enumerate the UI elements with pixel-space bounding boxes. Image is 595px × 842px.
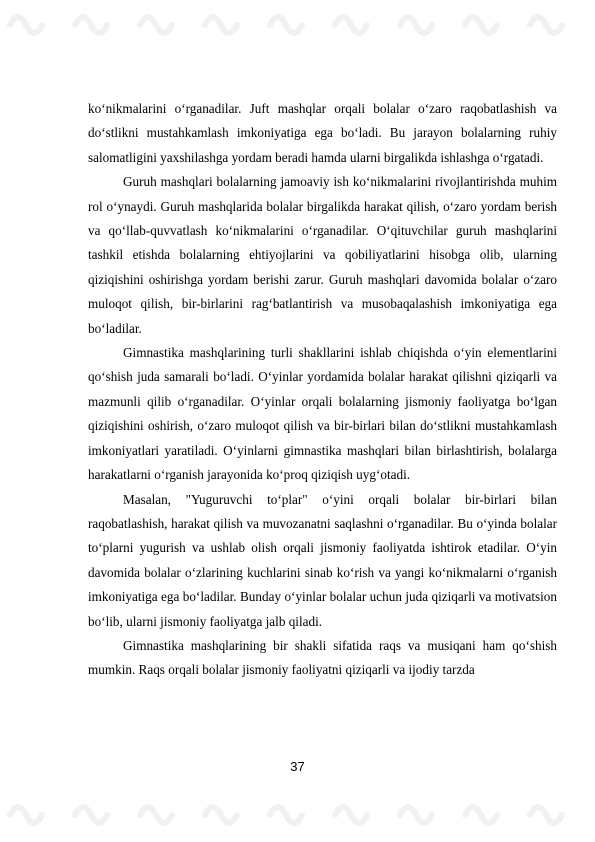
paragraph-4: Masalan, "Yuguruvchi to‘plar" o‘yini orqali bolalar bir-birlari bilan raqobatlashish, harakat qilish va muvozanatni saqlashni o‘rganadilar. Bu o‘yinda bolalar to‘plarni yugurish va ushlab olish orqali jismoniy faoliyatda ishtirok etadilar. O‘yin davomida bolalar o‘zlarining kuchlarini sinab ko‘rish va yangi ko‘nikmalarni o‘rganish imkoniyatiga ega bo‘ladilar. Bunday o‘yinlar bolalar uchun juda qiziqarli va motivatsion bo‘lib, ularni jismoniy faoliyatga jalb qiladi. [88,491,557,629]
paragraph-5: Gimnastika mashqlarining bir shakli sifatida raqs va musiqani ham qo‘shish mumkin. Raqs orqali bolalar jismoniy faoliyatni qiziqarli va ijodiy tarzda [88,637,557,678]
page-number: 37 [290,759,305,774]
paragraph-3: Gimnastika mashqlarining turli shakllarini ishlab chiqishda o‘yin elementlarini qo‘shish juda samarali bo‘ladi. O‘yinlar yordamida bolalar harakat qilishni qiziqarli va mazmunli qilib o‘rganadilar. O‘yinlar orqali bolalarning jismoniy faoliyatga bo‘lgan qiziqishini oshirish, o‘zaro muloqot qilish va bir-birlari bilan do‘stlikni mustahkamlash imkoniyatlari yaratiladi. O‘yinlarni gimnastika mashqlari bilan birlashtirish, bolalarga harakatlarni o‘rganish jarayonida ko‘proq qiziqish uyg‘otadi. [88,345,557,483]
paragraph-2: Guruh mashqlari bolalarning jamoaviy ish ko‘nikmalarini rivojlantirishda muhim rol o‘ynaydi. Guruh mashqlarida bolalar birgalikda harakat qilish, o‘zaro yordam berish va qo‘llab-quvvatlash ko‘nikmalarini o‘rganadilar. O‘qituvchilar guruh mashqlarini tashkil etishda bolalarning ehtiyojlarini va qobiliyatlarini hisobga olib, ularning qiziqishini oshirishga yordam berishi zarur. Guruh mashqlari davomida bolalar o‘zaro muloqot qilish, bir-birlarini rag‘batlantirish va musobaqalashish imkoniyatiga ega bo‘ladilar. [88,174,557,336]
body-text [88,97,557,683]
paragraph-1: ko‘nikmalarini o‘rganadilar. Juft mashqlar orqali bolalar o‘zaro raqobatlashish va do‘stlikni mustahkamlash imkoniyatiga ega bo‘ladi. Bu jarayon bolalarning ruhiy salomatligini yaxshilashga yordam beradi hamda ularni birgalikda ishlashga o‘rgatadi. [88,101,557,165]
